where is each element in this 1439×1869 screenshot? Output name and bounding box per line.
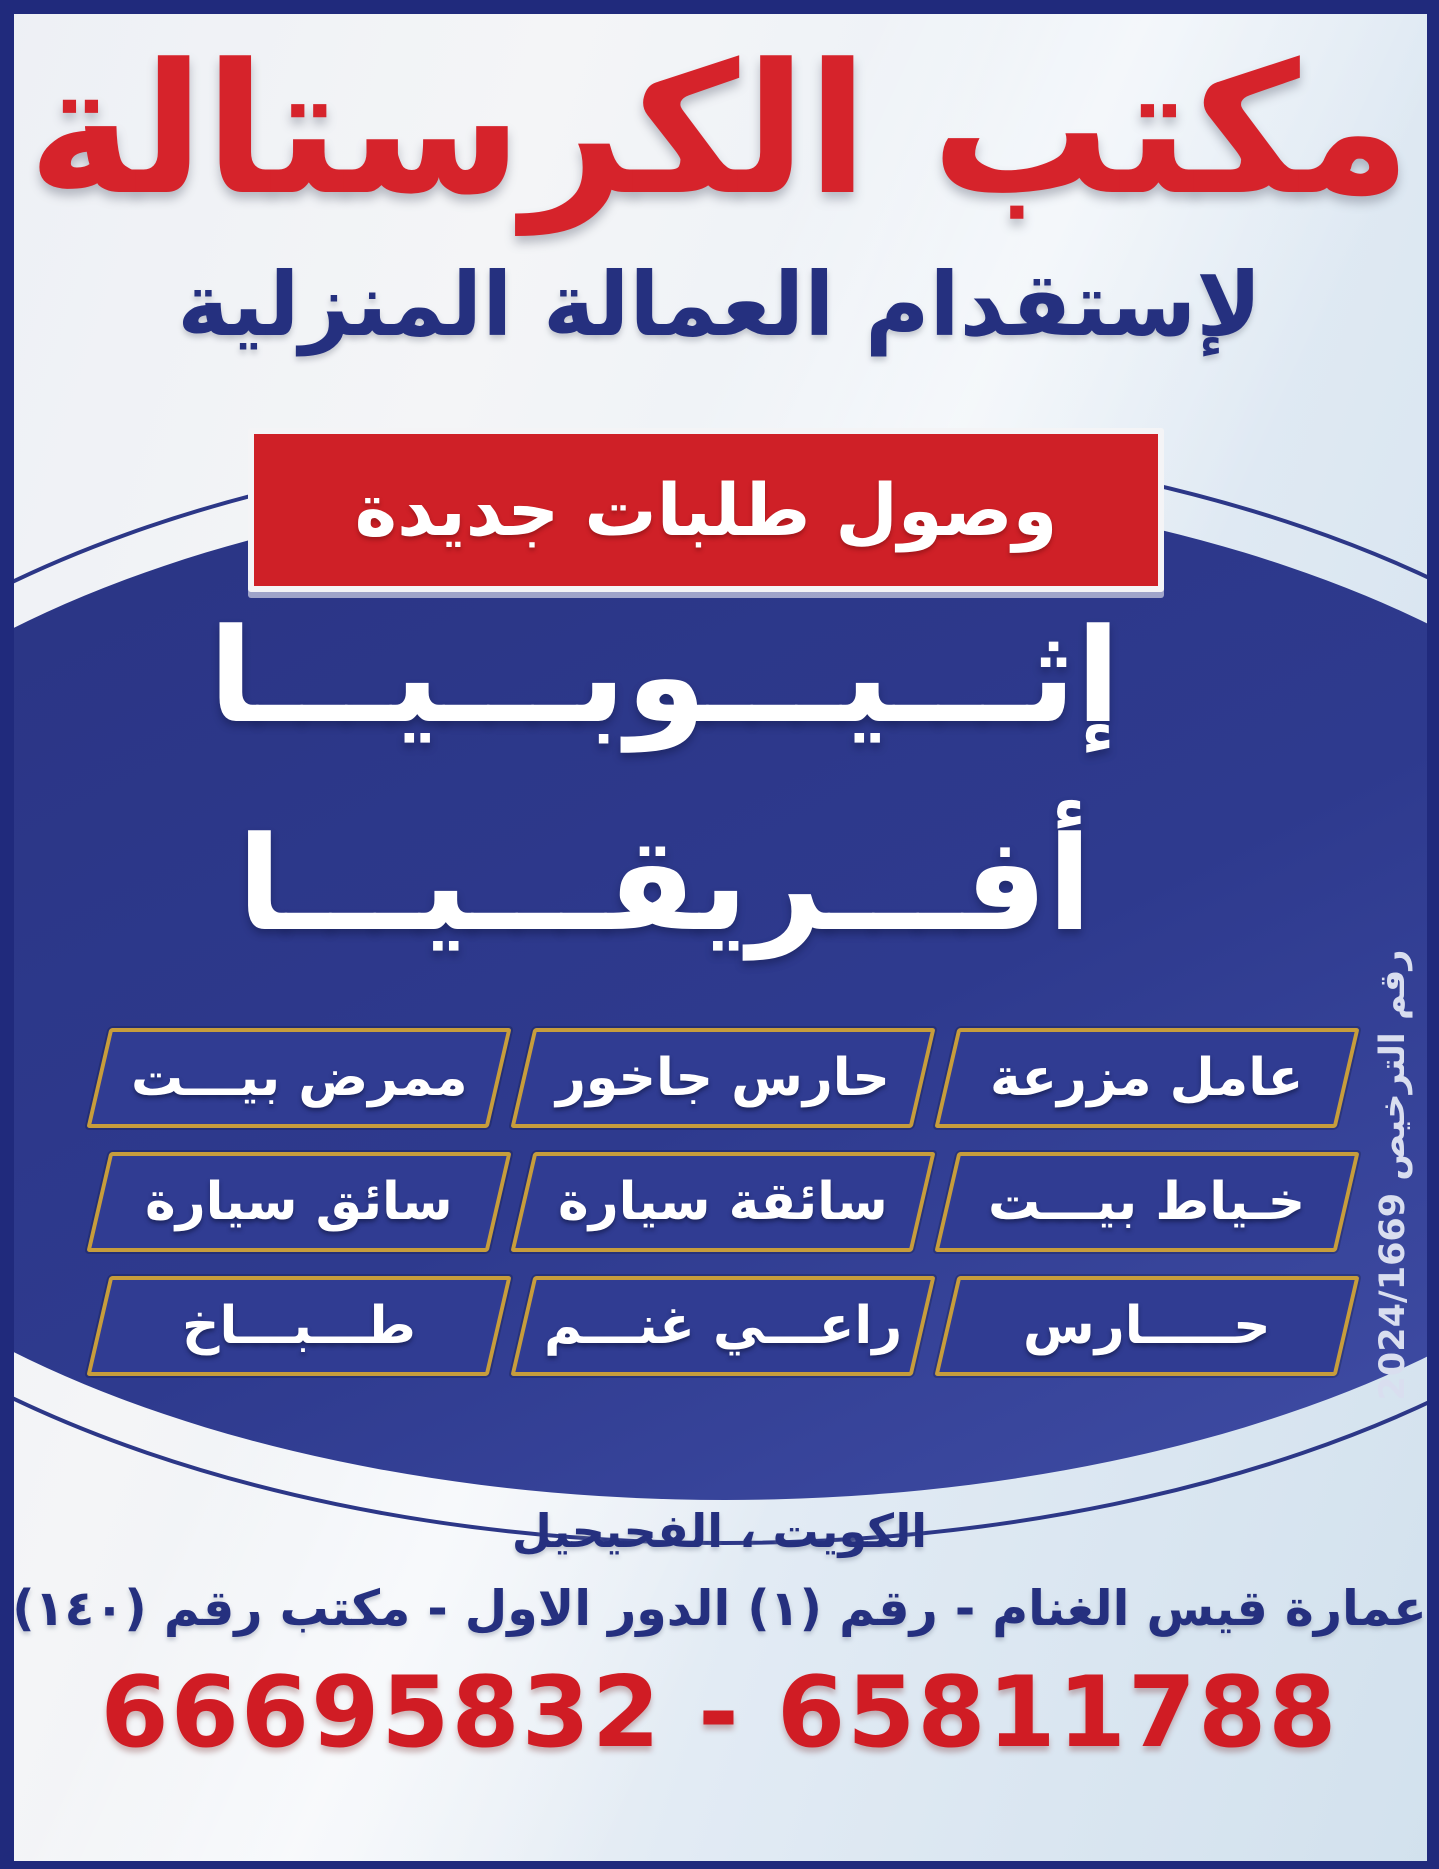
country-africa: أفـــريقـــيـــا — [237, 808, 1092, 960]
job-label: خـياط بيـــت — [988, 1172, 1306, 1232]
job-box-farm-worker — [934, 1028, 1359, 1128]
job-label: حـــــارس — [1023, 1296, 1271, 1356]
job-label: سائقة سيارة — [558, 1172, 888, 1232]
job-box-shepherd — [510, 1276, 935, 1376]
job-label: عامل مزرعة — [990, 1048, 1304, 1108]
jobs-grid — [98, 1028, 1348, 1376]
countries-block — [0, 572, 1329, 988]
job-box-home-tailor — [934, 1152, 1359, 1252]
license-number-vertical: رقم الترخيص 2024/1669 — [1373, 949, 1413, 1401]
job-box-cook — [86, 1276, 511, 1376]
job-label: راعـــي غنـــم — [543, 1296, 903, 1356]
office-title: مكتب الكرستالة — [27, 26, 1412, 235]
job-box-home-nurse — [86, 1028, 511, 1128]
job-label: طـــبـــاخ — [182, 1296, 416, 1356]
job-box-female-driver — [510, 1152, 935, 1252]
office-subtitle: لإستقدام العمالة المنزلية — [177, 253, 1262, 356]
job-box-driver — [86, 1152, 511, 1252]
location-line: الكويت ، الفحيحيل — [511, 1504, 928, 1558]
new-orders-banner: وصول طلبات جديدة — [248, 428, 1164, 592]
phone-numbers: 66695832 - 65811788 — [100, 1656, 1339, 1770]
job-label: ممرض بيـــت — [130, 1048, 468, 1108]
address-line: عمارة قيس الغنام - رقم (١) الدور الاول - مكتب رقم (١٤٠) — [12, 1580, 1427, 1637]
job-box-stable-guard — [510, 1028, 935, 1128]
job-label: حارس جاخور — [556, 1048, 890, 1108]
job-box-guard — [934, 1276, 1359, 1376]
country-ethiopia: إثـــيـــوبـــيـــا — [208, 600, 1121, 752]
job-label: سائق سيارة — [145, 1172, 453, 1232]
